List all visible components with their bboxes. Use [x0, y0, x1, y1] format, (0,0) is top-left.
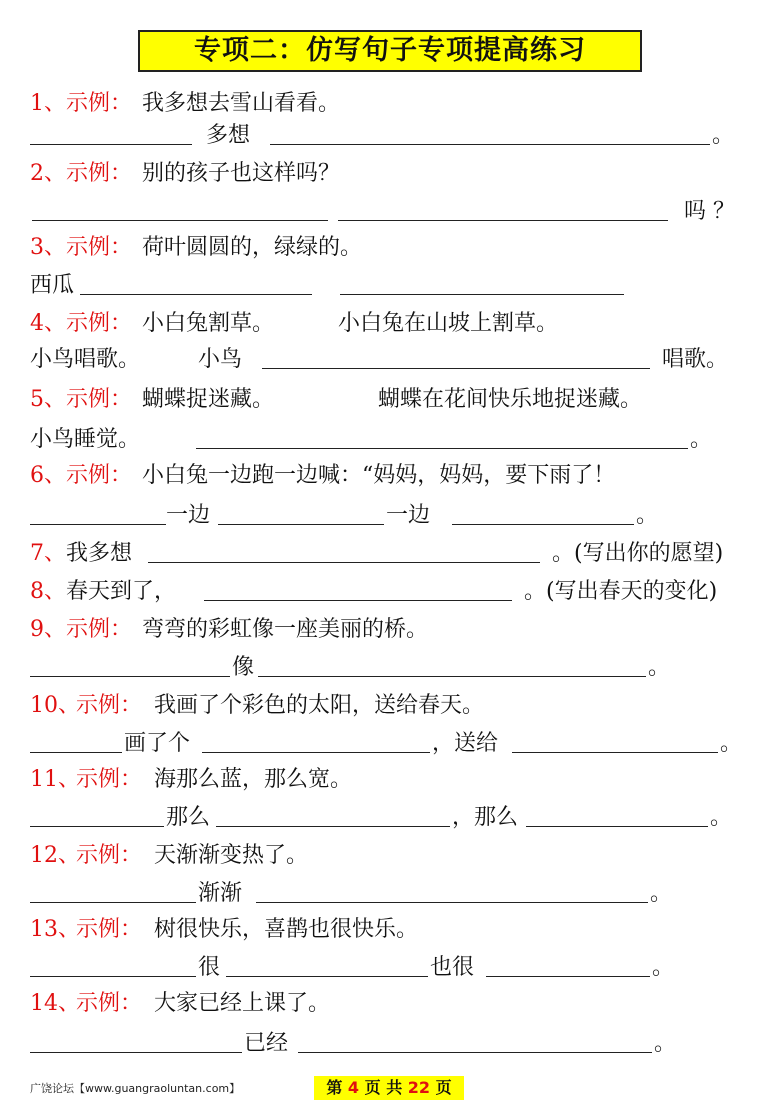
answer-blank[interactable]	[30, 676, 230, 677]
example-sentence: 小白兔割草。	[142, 311, 275, 336]
item-number: 13、	[30, 917, 80, 942]
example-label: 示例：	[76, 693, 143, 718]
answer-blank[interactable]	[80, 294, 312, 295]
example-sentence: 海那么蓝，那么宽。	[154, 767, 353, 792]
item-3-example-row	[0, 230, 780, 266]
item-7-row	[0, 536, 780, 572]
example-sentence-expanded: 小白兔在山坡上割草。	[338, 311, 559, 336]
item-number: 7、	[30, 541, 66, 566]
item-6-example-row	[0, 458, 780, 494]
answer-blank[interactable]	[30, 752, 122, 753]
example-label: 示例：	[66, 387, 133, 412]
fill-word: 画了个	[124, 731, 191, 756]
example-sentence: 天渐渐变热了。	[154, 843, 309, 868]
answer-blank[interactable]	[298, 1052, 652, 1053]
item-number: 5、	[30, 387, 66, 412]
answer-blank[interactable]	[30, 524, 166, 525]
fill-word: 。	[650, 881, 673, 906]
example-label: 示例：	[66, 617, 133, 642]
item-11-answer-row	[0, 800, 780, 836]
item-2-answer-row	[0, 194, 780, 230]
answer-blank[interactable]	[204, 600, 512, 601]
answer-blank[interactable]	[256, 902, 648, 903]
item-10-example-row	[0, 688, 780, 724]
example-label: 示例：	[76, 843, 143, 868]
item-number: 12、	[30, 843, 80, 868]
item-number: 4、	[30, 311, 66, 336]
fill-word: 多想	[206, 123, 251, 148]
item-number: 11、	[30, 767, 80, 792]
example-sentence: 小白兔一边跑一边喊：“妈妈，妈妈，要下雨了！	[142, 463, 616, 488]
fill-word: 。	[710, 805, 733, 830]
fill-word: ，那么	[452, 805, 519, 830]
prompt-text: 我多想	[66, 541, 133, 566]
answer-blank[interactable]	[30, 1052, 242, 1053]
page-title: 专项二：仿写句子专项提高练习	[138, 30, 642, 72]
fill-word: 。	[712, 123, 735, 148]
item-number: 3、	[30, 235, 66, 260]
page-total: 22	[407, 1078, 431, 1097]
item-9-answer-row	[0, 650, 780, 686]
answer-blank[interactable]	[216, 826, 450, 827]
fill-word: 吗 ？	[684, 199, 735, 224]
example-sentence: 我多想去雪山看看。	[142, 91, 341, 116]
fill-word: 一边	[166, 503, 211, 528]
example-sentence: 荷叶圆圆的，绿绿的。	[142, 235, 363, 260]
example-label: 示例：	[66, 235, 133, 260]
fill-word: 唱歌。	[662, 347, 729, 372]
prompt-hint: 。(写出春天的变化)	[524, 579, 718, 604]
fill-word: 。	[690, 427, 713, 452]
fill-word: 已经	[244, 1031, 289, 1056]
item-number: 2、	[30, 161, 66, 186]
fill-word: 像	[232, 655, 255, 680]
example-label: 示例：	[66, 311, 133, 336]
fill-word: 小鸟唱歌。	[30, 347, 141, 372]
example-sentence: 蝴蝶捉迷藏。	[142, 387, 275, 412]
item-6-answer-row	[0, 498, 780, 534]
prompt-hint: 。(写出你的愿望)	[552, 541, 724, 566]
answer-blank[interactable]	[30, 826, 164, 827]
answer-blank[interactable]	[258, 676, 646, 677]
item-1-example-row	[0, 86, 780, 122]
item-13-answer-row	[0, 950, 780, 986]
fill-word: 。	[720, 731, 743, 756]
item-4-example-row	[0, 306, 780, 342]
fill-word: 小鸟	[198, 347, 243, 372]
page-middle: 页 共	[364, 1078, 403, 1097]
prompt-text: 春天到了，	[66, 579, 177, 604]
example-sentence: 大家已经上课了。	[154, 991, 331, 1016]
answer-blank[interactable]	[270, 144, 710, 145]
fill-word: 很	[198, 955, 221, 980]
answer-blank[interactable]	[340, 294, 624, 295]
fill-word: 。	[648, 655, 671, 680]
example-label: 示例：	[66, 91, 133, 116]
page-suffix: 页	[435, 1078, 452, 1097]
answer-blank[interactable]	[226, 976, 428, 977]
item-3-answer-row	[0, 268, 780, 304]
answer-blank[interactable]	[148, 562, 540, 563]
example-label: 示例：	[66, 161, 133, 186]
item-11-example-row	[0, 762, 780, 798]
answer-blank[interactable]	[512, 752, 718, 753]
answer-blank[interactable]	[452, 524, 634, 525]
answer-blank[interactable]	[526, 826, 708, 827]
example-label: 示例：	[76, 917, 143, 942]
item-number: 14、	[30, 991, 80, 1016]
item-14-example-row	[0, 986, 780, 1022]
item-14-answer-row	[0, 1026, 780, 1062]
item-5-answer-row	[0, 422, 780, 458]
item-13-example-row	[0, 912, 780, 948]
fill-word: 小鸟睡觉。	[30, 427, 141, 452]
answer-blank[interactable]	[218, 524, 384, 525]
item-12-answer-row	[0, 876, 780, 912]
item-5-example-row	[0, 382, 780, 418]
item-2-example-row	[0, 156, 780, 192]
example-label: 示例：	[66, 463, 133, 488]
fill-word: ，送给	[432, 731, 499, 756]
item-12-example-row	[0, 838, 780, 874]
fill-word: 。	[636, 503, 659, 528]
item-number: 6、	[30, 463, 66, 488]
answer-blank[interactable]	[30, 902, 196, 903]
fill-word: 西瓜	[30, 273, 75, 298]
item-number: 1、	[30, 91, 66, 116]
fill-word: 。	[654, 1031, 677, 1056]
answer-blank[interactable]	[486, 976, 650, 977]
answer-blank[interactable]	[32, 220, 328, 221]
example-sentence: 别的孩子也这样吗？	[142, 161, 341, 186]
page-prefix: 第	[326, 1078, 343, 1097]
page-footer	[0, 1076, 780, 1100]
example-sentence-expanded: 蝴蝶在花间快乐地捉迷藏。	[378, 387, 643, 412]
fill-word: 那么	[166, 805, 211, 830]
answer-blank[interactable]	[30, 144, 192, 145]
answer-blank[interactable]	[202, 752, 430, 753]
site-watermark: 广饶论坛【www.guangraoluntan.com】	[30, 1082, 241, 1095]
example-sentence: 弯弯的彩虹像一座美丽的桥。	[142, 617, 429, 642]
item-number: 9、	[30, 617, 66, 642]
item-9-example-row	[0, 612, 780, 648]
page-current: 4	[347, 1078, 360, 1097]
answer-blank[interactable]	[196, 448, 688, 449]
item-10-answer-row	[0, 726, 780, 762]
answer-blank[interactable]	[338, 220, 668, 221]
item-number: 8、	[30, 579, 66, 604]
fill-word: 也很	[430, 955, 475, 980]
example-sentence: 树很快乐，喜鹊也很快乐。	[154, 917, 419, 942]
item-8-row	[0, 574, 780, 610]
answer-blank[interactable]	[30, 976, 196, 977]
item-4-answer-row	[0, 342, 780, 378]
fill-word: 一边	[386, 503, 431, 528]
example-label: 示例：	[76, 767, 143, 792]
example-label: 示例：	[76, 991, 143, 1016]
item-number: 10、	[30, 693, 80, 718]
example-sentence: 我画了个彩色的太阳，送给春天。	[154, 693, 485, 718]
page-number	[314, 1076, 464, 1100]
answer-blank[interactable]	[262, 368, 650, 369]
fill-word: 。	[652, 955, 675, 980]
item-1-answer-row	[0, 118, 780, 154]
fill-word: 渐渐	[198, 881, 243, 906]
